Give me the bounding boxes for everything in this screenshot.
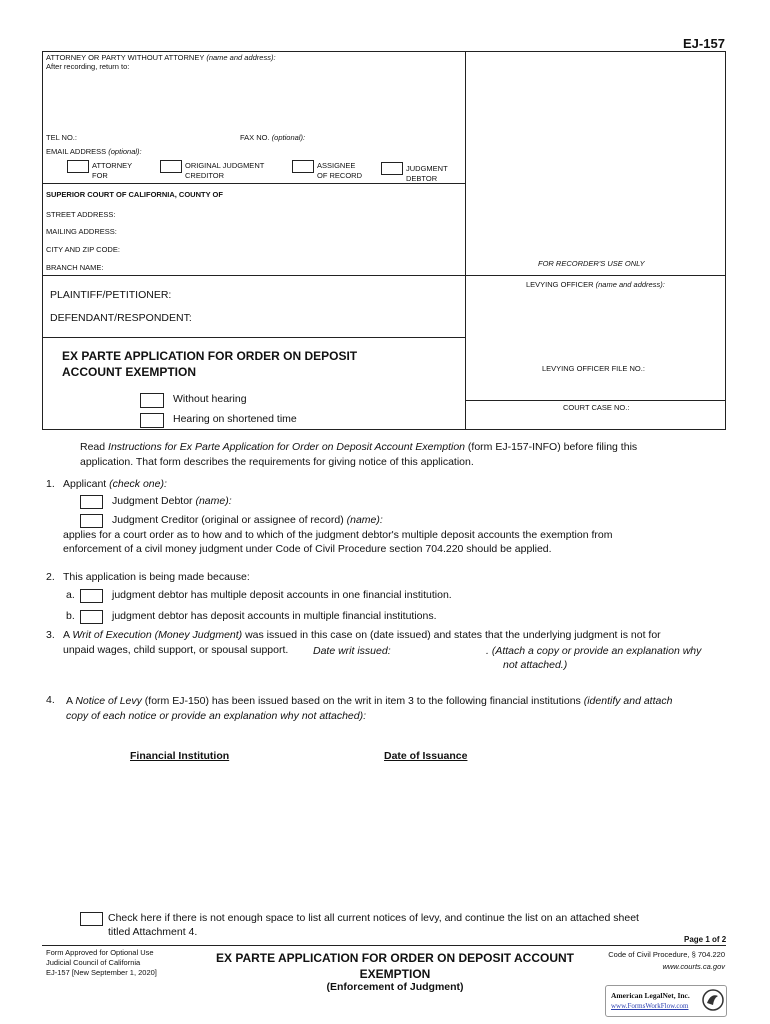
item3-attach-note-2: not attached.) [503,659,568,671]
plaintiff-label: PLAINTIFF/PETITIONER: [50,289,172,301]
attachment-4-text: Check here if there is not enough space to list all current notices of levy, and continue the list on an attached sheet titled Attachment 4. [108,912,639,938]
form-number: EJ-157 [683,36,725,51]
court-case-no-label: COURT CASE NO.: [563,403,630,412]
without-hearing-checkbox[interactable] [140,393,164,408]
item2b-letter: b. [66,610,75,622]
footer-rule [42,945,726,946]
header-left-border [42,51,43,429]
city-zip-label: CITY AND ZIP CODE: [46,245,120,254]
assignee-label: ASSIGNEE OF RECORD [317,161,362,180]
page-number: Page 1 of 2 [684,935,727,944]
item3-attach-note: . (Attach a copy or provide an explanation why [486,645,702,657]
item1-applicant-label: Applicant (check one): [63,478,167,490]
divider-court [42,183,465,184]
judgment-debtor-role-checkbox[interactable] [381,162,403,175]
item4-statement: A Notice of Levy (form EJ-150) has been issued based on the writ in item 3 to the following financial institutions (identify and attach copy of each notice or provide an explanation why not attached): [66,695,673,722]
header-bottom-border [42,429,726,430]
after-recording-label: After recording, return to: [46,62,130,71]
item2-label: This application is being made because: [63,571,250,583]
fax-label: FAX NO. (optional): [240,133,306,142]
levying-file-no-label: LEVYING OFFICER FILE NO.: [542,364,645,373]
item2b-text: judgment debtor has deposit accounts in multiple financial institutions. [112,610,437,622]
legalnet-logo-icon [702,989,724,1011]
item3-number: 3. [46,629,55,641]
courts-website: www.courts.ca.gov [662,962,725,971]
judgment-debtor-role-label: JUDGMENT DEBTOR [406,164,448,183]
original-creditor-label: ORIGINAL JUDGMENT CREDITOR [185,161,265,180]
without-hearing-label: Without hearing [173,393,247,405]
shortened-hearing-checkbox[interactable] [140,413,164,428]
header-top-border [42,51,726,52]
item3-line2: unpaid wages, child support, or spousal support. [63,644,289,656]
assignee-checkbox[interactable] [292,160,314,173]
judgment-debtor-checkbox[interactable] [80,495,103,509]
approval-note: Form Approved for Optional Use Judicial Council of California EJ-157 [New September 1, 2020] [46,948,157,977]
judgment-creditor-label: Judgment Creditor (original or assignee of record) (name): [112,514,383,526]
levying-officer-label: LEVYING OFFICER (name and address): [526,280,665,289]
defendant-label: DEFENDANT/RESPONDENT: [50,312,192,324]
attorney-for-checkbox[interactable] [67,160,89,173]
item4-number: 4. [46,694,55,706]
street-address-label: STREET ADDRESS: [46,210,116,219]
item3-statement: A Writ of Execution (Money Judgment) was issued in this case on (date issued) and states that the underlying judgment is not for [63,629,661,641]
footer-title: EX PARTE APPLICATION FOR ORDER ON DEPOSIT ACCOUNT EXEMPTION [215,951,574,981]
financial-institution-header: Financial Institution [130,750,230,762]
recorder-use-label: FOR RECORDER'S USE ONLY [538,259,645,268]
attorney-for-label: ATTORNEY FOR [92,161,133,180]
item2-number: 2. [46,571,55,583]
divider-file-no [465,400,726,401]
item1-number: 1. [46,478,55,490]
date-of-issuance-header: Date of Issuance [384,750,468,762]
footer-subtitle: (Enforcement of Judgment) [326,981,464,993]
item2a-letter: a. [66,589,75,601]
judgment-debtor-label: Judgment Debtor (name): [112,495,232,507]
header-right-border [725,51,726,429]
judgment-creditor-checkbox[interactable] [80,514,103,528]
item1-statement: applies for a court order as to how and to which of the judgment debtor's multiple deposit accounts the exemption from enforcement of a civil money judgment under Code of Civil Procedure section 704.220 should be applied. [63,529,613,555]
form-title: EX PARTE APPLICATION FOR ORDER ON DEPOSIT ACCOUNT EXEMPTION [62,349,358,379]
original-creditor-checkbox[interactable] [160,160,182,173]
shortened-hearing-label: Hearing on shortened time [173,413,297,425]
code-citation: Code of Civil Procedure, § 704.220 [608,950,725,959]
divider-parties [42,275,726,276]
legalnet-badge [605,985,727,1017]
mailing-address-label: MAILING ADDRESS: [46,227,117,236]
attachment-4-checkbox[interactable] [80,912,103,926]
intro-paragraph: Read Instructions for Ex Parte Application for Order on Deposit Account Exemption (form EJ-157-INFO) before filing this application. That form describes the requirements for giving notice of this application. [80,441,638,468]
court-title: SUPERIOR COURT OF CALIFORNIA, COUNTY OF [46,190,223,199]
divider-title [42,337,465,338]
legalnet-link[interactable]: www.FormsWorkFlow.com [611,1002,689,1010]
multiple-accounts-one-institution-checkbox[interactable] [80,589,103,603]
attorney-label: ATTORNEY OR PARTY WITHOUT ATTORNEY (name and address): [46,53,276,62]
email-label: EMAIL ADDRESS (optional): [46,147,142,156]
item2a-text: judgment debtor has multiple deposit accounts in one financial institution. [112,589,452,601]
legalnet-name: American LegalNet, Inc. [611,991,690,1000]
branch-name-label: BRANCH NAME: [46,263,104,272]
header-middle-border [465,51,466,429]
tel-label: TEL NO.: [46,133,77,142]
date-writ-issued-label: Date writ issued: [313,645,391,657]
accounts-multiple-institutions-checkbox[interactable] [80,610,103,624]
